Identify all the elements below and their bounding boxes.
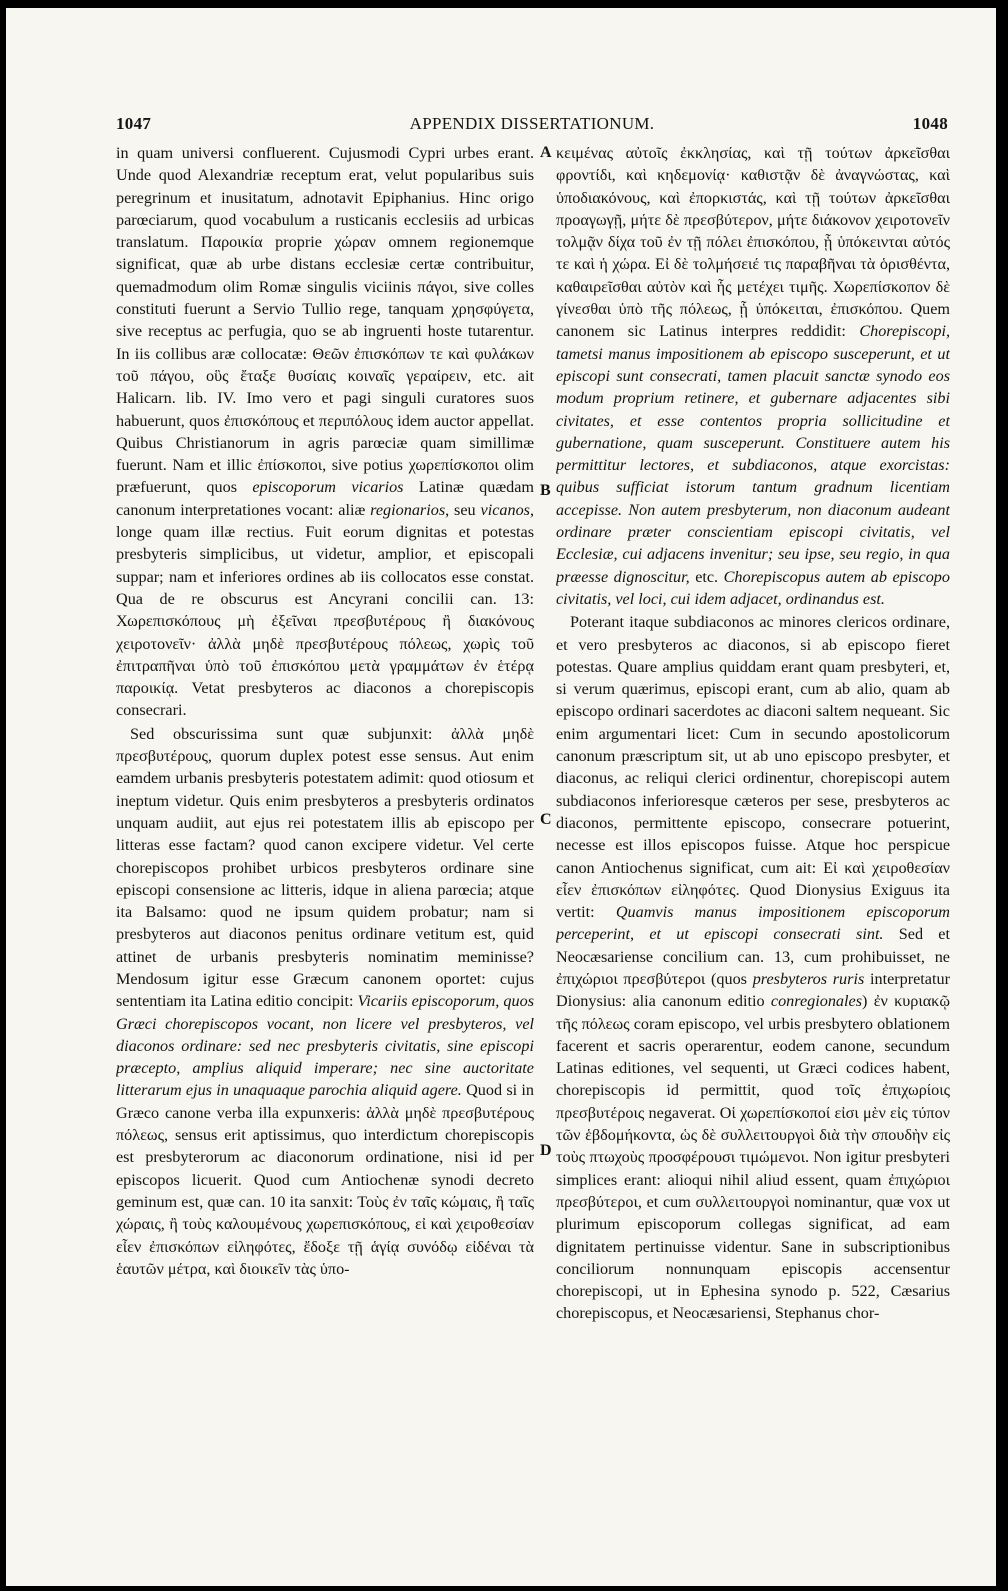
margin-letter-d: D	[540, 1142, 552, 1159]
italic-text: Vicariis episcoporum, quos Græci chorepiscopos vocant, non licere vel presbyteros, vel diaconos ordinare: sed nec presbyteris civitatis, sine episcopi præcepto, amplius aliquid imperare; nec sine auctoritate litterarum ejus in unaquaque parochia aliquid agere.	[116, 992, 534, 1100]
body-text: etc.	[689, 567, 724, 586]
left-column-paragraph	[116, 142, 534, 722]
body-text: ) ἐν κυριακῷ τῆς πόλεως coram episcopo, vel urbis presbytero oblationem facerent et sacris operarentur, eodem canone, secundum Latinas editiones, vel sequenti, ut Græci codices habent, chorepiscopis id permittit, quod τοῖς ἐπιχωρίοις πρεσβυτέροις negaverat. Οἱ χωρεπίσκοποί εἰσι μὲν εἰς τύπον τῶν ἑβδομήκοντα, ὡς δὲ συλλειτουργοὶ διὰ τὴν σπουδὴν εἰς τοὺς πτωχοὺς προσφέρουσι τιμώμενοι. Non igitur presbyteri simplices erant: alioqui nihil aliud essent, quam ἐπιχώριοι πρεσβύτεροι, et cum συλλειτουργοὶ nominantur, quæ vox ut plurimum episcoporum collegas significat, ad eam dignitatem pertinuisse videntur. Sane in subscriptionibus conciliorum nonnunquam episcopis accensentur chorepiscopi, ut in Ephesina synodo p. 522, Cæsarius chorepiscopus, et Neocæsariensi, Stephanus chor-	[556, 992, 950, 1323]
italic-text: Quamvis manus impositionem episcoporum perceperint, et ut episcopi consecrati sint.	[556, 903, 950, 944]
italic-text: vicanos	[480, 500, 530, 519]
running-header	[116, 114, 948, 138]
italic-text: episcoporum vicarios	[252, 478, 404, 497]
page-number-right: 1048	[912, 114, 948, 133]
body-text: Latinæ quædam canonum interpretationes vocant: aliæ	[116, 478, 534, 519]
margin-letter-b: B	[540, 482, 551, 499]
right-column-paragraph	[556, 142, 950, 610]
left-column-paragraph	[116, 723, 534, 1280]
body-text: in quam universi confluerent. Cujusmodi Cypri urbes erant. Unde quod Alexandriæ receptum erat, velut popularibus suis peregrinum et inusitatum, adnotavit Epiphanius. Hinc origo parœciarum, quod vocabulum a rusticanis ecclesiis ad urbicas translatum. Παροικία proprie χώραν omnem regionemque significat, quæ ab urbe distans ecclesiæ certæ contribuitur, quemadmodum olim Romæ singulis viciinis πάγοι, sive colles constituti fuerunt a Servio Tullio rege, tanquam χρησφύγετα, sive receptus ac perfugia, quo se ab ingruenti hoste tutarentur. In iis collibus aræ collocatæ: Θεῶν ἐπισκόπων τε καὶ φυλάκων τοῦ πάγου, οὓς ἔταξε θυσίαις κοιναῖς γεραίρειν, etc. ait Halicarn. lib. IV. Imo vero et pagi singuli curatores suos habuerunt, quos ἐπισκόπους et περιπόλους idem auctor appellat. Quibus Christianorum in agris parœciæ quam simillimæ fuerunt. Nam et illic ἐπίσκοποι, sive potius χωρεπίσκοποι olim præfuerunt, quos	[116, 144, 534, 497]
margin-letter-a: A	[540, 144, 552, 161]
body-text: interpretatur Dionysius: alia canonum editio	[556, 969, 950, 1011]
margin-letter-c: C	[540, 811, 552, 828]
body-text: Poterant itaque subdiaconos ac minores clericos ordinare, et vero presbyteros ac diaconos, si ab episcopo fieret potestas. Quare amplius quiddam erant quam presbyteri, et, si verum quærimus, episcopi erant, cum ab alio, quam ab episcopo ordinari sacerdotes ac diaconi saltem nequeant. Sic enim argumentari licet: Cum in secundo apostolicorum canonum præscriptum sit, ut ab uno episcopo presbyter, et diaconus, ac reliqui clerici ordinentur, chorepiscopi autem subdiaconos inferioresque cæteros per sese, presbyteros ac diaconos, permittente episcopo, consecrare potuerint, necesse est illos episcopos fuisse. Atque hoc perspicue canon Antiochenus significat, cum ait: Εἰ καὶ χειροθεσίαν εἶεν ἐπισκόπων εἰληφότες. Quod Dionysius Exiguus ita vertit:	[556, 613, 950, 922]
body-text: , seu	[445, 500, 481, 519]
body-text: Quod si in Græco canone verba illa expunxeris: ἀλλὰ μηδὲ πρεσβυτέρους πόλεως, sensus erit aptissimus, quo interdictum chorepiscopis est presbyterorum ac diaconorum ordinatione, nisi id per episcopos licuerit. Quod cum Antiochenæ synodi decreto geminum est, quæ can. 10 ita sanxit: Τοὺς ἐν ταῖς κώμαις, ἢ ταῖς χώραις, ἢ τοὺς καλουμένους χωρεπισκόπους, εἰ καὶ χειροθεσίαν εἶεν ἐπισκόπων εἰληφότες, ἔδοξε τῇ ἁγίᾳ συνόδῳ εἰδέναι τὰ ἑαυτῶν μέτρα, καὶ διοικεῖν τὰς ὑπο-	[116, 1081, 534, 1278]
italic-text: Chorepiscopi, tametsi manus impositionem ab episcopo susceperunt, et ut episcopi sunt consecrati, tamen placuit sanctæ synodo eos modum proprium retinere, et gubernare adjacentes sibi civitates, et esse contentos propria sollicitudine et gubernatione, quam susceperunt. Constituere autem his permittitur lectores, et subdiaconos, atque exorcistas: quibus sufficiat istorum tantum gradnum licentiam accepisse. Non autem presbyterum, non diaconum audeant ordinare præter conscientiam episcopi civitatis, vel Ecclesiæ, cui adjacens invenitur; seu ipse, seu regio, in qua præesse dignoscitur,	[556, 322, 950, 586]
scanned-page	[6, 8, 996, 1586]
italic-text: conregionales	[770, 992, 863, 1011]
running-title: APPENDIX DISSERTATIONUM.	[409, 114, 655, 133]
body-text: κειμένας αὐτοῖς ἐκκλησίας, καὶ τῇ τούτων ἀρκεῖσθαι φροντίδι, καὶ κηδεμονίᾳ· καθιστᾷν δὲ ἀναγνώστας, καὶ ὑποδιακόνους, καὶ ἐπορκιστάς, καὶ τῇ τούτων ἀρκεῖσθαι προαγωγῇ, μήτε δὲ πρεσβύτερον, μήτε διάκονον χειροτονεῖν τολμᾷν δίχα τοῦ ἐν τῇ πόλει ἐπισκόπου, ᾗ ὑπόκεινται αὐτός τε καὶ ἡ χώρα. Εἰ δὲ τολμήσειέ τις παραβῆναι τὰ ὁρισθέντα, καθαιρεῖσθαι αὐτὸν καὶ ἧς μετέχει τιμῆς. Χωρεπίσκοπον δὲ γίνεσθαι ὑπὸ τῆς πόλεως, ᾗ ὑπόκειται, ἐπισκόπου. Quem canonem sic Latinus interpres reddidit:	[556, 144, 950, 341]
italic-text: presbyteros ruris	[752, 969, 865, 988]
italic-text: Chorepiscopus autem ab episcopo civitatis, vel loci, cui idem adjacet, ordinandus est.	[556, 567, 950, 608]
body-text: Sed obscurissima sunt quæ subjunxit: ἀλλὰ μηδὲ πρεσβυτέρους, quorum duplex potest esse sensus. Aut enim eamdem urbanis presbyteris potestatem adimit: quod otiosum et ineptum videtur. Quis enim presbyteros a presbyteris ordinatos unquam audiit, aut ejus rei potestatem illis ab episcopo per litteras esse factam? quod canon excipere videtur. Vel certe chorepiscopos prohibet urbicos presbyteros ordinare sine episcopi consensione ac litteris, idque in aliena parœcia; atque ita Balsamo: quod ne ipsum quidem probatur; nam si presbyteros aut diaconos penitus ordinare vetitum est, quid attinet de urbanis presbyteris nominatim meminisse? Mendosum igitur esse Græcum canonem oportet: cujus sententiam ita Latina editio concipit:	[116, 724, 534, 1011]
right-column-paragraph	[556, 611, 950, 1325]
page-number-left: 1047	[116, 114, 152, 133]
body-text: Sed et Neocæsariense concilium can. 13, cum prohibuisset, ne ἐπιχώριοι πρεσβύτεροι (quos	[556, 925, 950, 988]
right-column	[556, 142, 950, 1562]
italic-text: regionarios	[370, 500, 446, 519]
left-column	[116, 142, 534, 1562]
body-text: , longe quam illæ rectius. Fuit eorum dignitas et potestas presbyteris simplicibus, ut videtur, amplior, et episcopali suppar; nam et inferiores ordines ab iis collocatos esse constat. Qua de re obscurus est Ancyrani concilii can. 13: Χωρεπισκόπους μὴ ἐξεῖναι πρεσβυτέρους ἢ διακόνους χειροτονεῖν· ἀλλὰ μηδὲ πρεσβυτέρους πόλεως, χωρὶς τοῦ ἐπιτραπῆναι ὑπὸ τοῦ ἐπισκόπου μετὰ γραμμάτων ἐν ἑτέρᾳ παροικίᾳ. Vetat presbyteros ac diaconos a chorepiscopis consecrari.	[116, 500, 534, 720]
